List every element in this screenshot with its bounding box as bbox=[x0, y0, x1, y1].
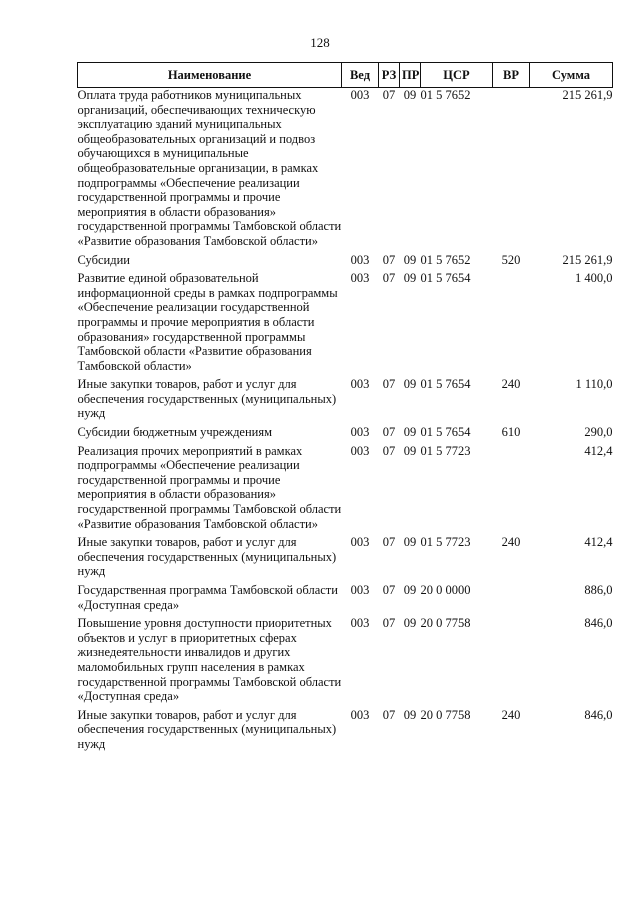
table-row bbox=[78, 88, 613, 249]
cell-vr: 610 bbox=[501, 425, 521, 440]
cell-name: Иные закупки товаров, работ и услуг для обеспечения государственных (муниципальных) нужд bbox=[77, 377, 337, 421]
budget-table bbox=[77, 62, 613, 756]
cell-csr: 01 5 7654 bbox=[420, 425, 471, 440]
cell-name: Иные закупки товаров, работ и услуг для обеспечения государственных (муниципальных) нужд bbox=[77, 535, 337, 579]
cell-ved: 003 bbox=[350, 88, 370, 102]
cell-sum: 215 261,9 bbox=[562, 252, 613, 267]
table-body bbox=[78, 88, 613, 756]
cell-ved: 003 bbox=[350, 616, 370, 631]
cell-pr: 09 bbox=[403, 88, 417, 102]
cell-name: Субсидии бюджетным учреждениям bbox=[77, 425, 273, 440]
cell-csr: 20 0 7758 bbox=[420, 707, 471, 722]
cell-ved: 003 bbox=[350, 252, 370, 267]
cell-sum: 290,0 bbox=[584, 425, 613, 440]
row-spacer-cell bbox=[78, 752, 613, 756]
cell-name: Государственная программа Тамбовской области «Доступная среда» bbox=[77, 583, 338, 612]
column-header-sum: Сумма bbox=[530, 63, 613, 88]
cell-sum: 1 110,0 bbox=[575, 377, 613, 392]
column-header-name: Наименование bbox=[78, 63, 342, 88]
cell-name: Оплата труда работников муниципальных организаций, обеспечивающих техническую эксплуатацию зданий муниципальных общеобразовательных организаций и подвоз обучающихся в муниципальные общеобразовательные организации, в рамках подпрограммы «Обеспечение реализации государственной программы и прочие мероприятия в области образования» государственной программы Тамбовской области «Развитие образования Тамбовской области» bbox=[77, 88, 342, 248]
cell-pr: 09 bbox=[403, 377, 417, 392]
cell-pr: 09 bbox=[403, 707, 417, 722]
cell-sum: 846,0 bbox=[584, 616, 613, 631]
cell-vr bbox=[493, 271, 530, 373]
table-header bbox=[78, 63, 613, 88]
table-row bbox=[78, 444, 613, 532]
cell-pr: 09 bbox=[403, 535, 417, 550]
cell-rz: 07 bbox=[382, 377, 396, 392]
cell-pr: 09 bbox=[403, 252, 417, 267]
table-row bbox=[78, 271, 613, 373]
cell-sum: 215 261,9 bbox=[562, 88, 613, 102]
cell-ved: 003 bbox=[350, 271, 370, 286]
cell-pr: 09 bbox=[403, 583, 417, 597]
cell-csr: 01 5 7723 bbox=[420, 443, 471, 458]
cell-rz: 07 bbox=[382, 271, 396, 286]
cell-rz: 07 bbox=[382, 535, 396, 550]
cell-sum: 412,4 bbox=[584, 443, 613, 458]
cell-name: Развитие единой образовательной информационной среды в рамках подпрограммы «Обеспечение реализации государственной программы и прочие мероприятия в области образования» государственной программы Тамбовской области «Развитие образования Тамбовской области» bbox=[77, 271, 338, 373]
cell-ved: 003 bbox=[350, 425, 370, 440]
cell-ved: 003 bbox=[350, 583, 370, 597]
cell-name: Реализация прочих мероприятий в рамках подпрограммы «Обеспечение реализации государственной программы и прочие мероприятия в области образования» государственной программы Тамбовской области «Развитие образования Тамбовской области» bbox=[77, 443, 342, 531]
cell-pr: 09 bbox=[403, 443, 417, 458]
table-row bbox=[78, 425, 613, 440]
cell-name: Субсидии bbox=[77, 252, 130, 267]
cell-rz: 07 bbox=[382, 252, 396, 267]
cell-sum: 846,0 bbox=[584, 707, 613, 722]
cell-csr: 20 0 7758 bbox=[420, 616, 471, 631]
cell-rz: 07 bbox=[382, 583, 396, 597]
cell-name: Иные закупки товаров, работ и услуг для обеспечения государственных (муниципальных) нужд bbox=[77, 707, 337, 751]
cell-sum: 412,4 bbox=[584, 535, 613, 550]
table-row bbox=[78, 377, 613, 421]
cell-vr: 240 bbox=[501, 535, 521, 550]
cell-vr: 240 bbox=[501, 377, 521, 392]
page-number: 128 bbox=[310, 35, 330, 50]
table-row bbox=[78, 708, 613, 752]
column-header-csr: ЦСР bbox=[421, 63, 493, 88]
cell-vr bbox=[493, 88, 530, 249]
cell-vr: 520 bbox=[501, 252, 521, 267]
row-spacer bbox=[78, 752, 613, 756]
table-row bbox=[78, 583, 613, 612]
cell-vr bbox=[493, 583, 530, 612]
cell-csr: 01 5 7723 bbox=[420, 535, 471, 550]
cell-csr: 01 5 7654 bbox=[420, 271, 471, 286]
column-header-pr: ПР bbox=[400, 63, 421, 88]
table-row bbox=[78, 616, 613, 704]
cell-rz: 07 bbox=[382, 425, 396, 440]
column-header-rz: РЗ bbox=[379, 63, 400, 88]
cell-rz: 07 bbox=[382, 616, 396, 631]
cell-rz: 07 bbox=[382, 88, 396, 102]
cell-csr: 01 5 7652 bbox=[420, 88, 471, 102]
cell-sum: 1 400,0 bbox=[575, 271, 613, 286]
column-header-ved: Вед bbox=[342, 63, 379, 88]
table-row bbox=[78, 253, 613, 268]
cell-ved: 003 bbox=[350, 443, 370, 458]
cell-rz: 07 bbox=[382, 443, 396, 458]
cell-pr: 09 bbox=[403, 616, 417, 631]
cell-csr: 01 5 7652 bbox=[420, 252, 471, 267]
table-row bbox=[78, 535, 613, 579]
cell-csr: 20 0 0000 bbox=[420, 583, 471, 597]
cell-rz: 07 bbox=[382, 707, 396, 722]
cell-ved: 003 bbox=[350, 377, 370, 392]
column-header-vr: ВР bbox=[493, 63, 530, 88]
cell-vr bbox=[493, 616, 530, 704]
cell-ved: 003 bbox=[350, 535, 370, 550]
cell-pr: 09 bbox=[403, 425, 417, 440]
cell-csr: 01 5 7654 bbox=[420, 377, 471, 392]
cell-pr: 09 bbox=[403, 271, 417, 286]
cell-sum: 886,0 bbox=[584, 583, 613, 597]
cell-vr: 240 bbox=[501, 707, 521, 722]
cell-name: Повышение уровня доступности приоритетных объектов и услуг в приоритетных сферах жизнедеятельности инвалидов и других маломобильных групп населения в рамках государственной программы Тамбовской области «Доступная среда» bbox=[77, 616, 342, 704]
cell-vr bbox=[493, 444, 530, 532]
cell-ved: 003 bbox=[350, 707, 370, 722]
